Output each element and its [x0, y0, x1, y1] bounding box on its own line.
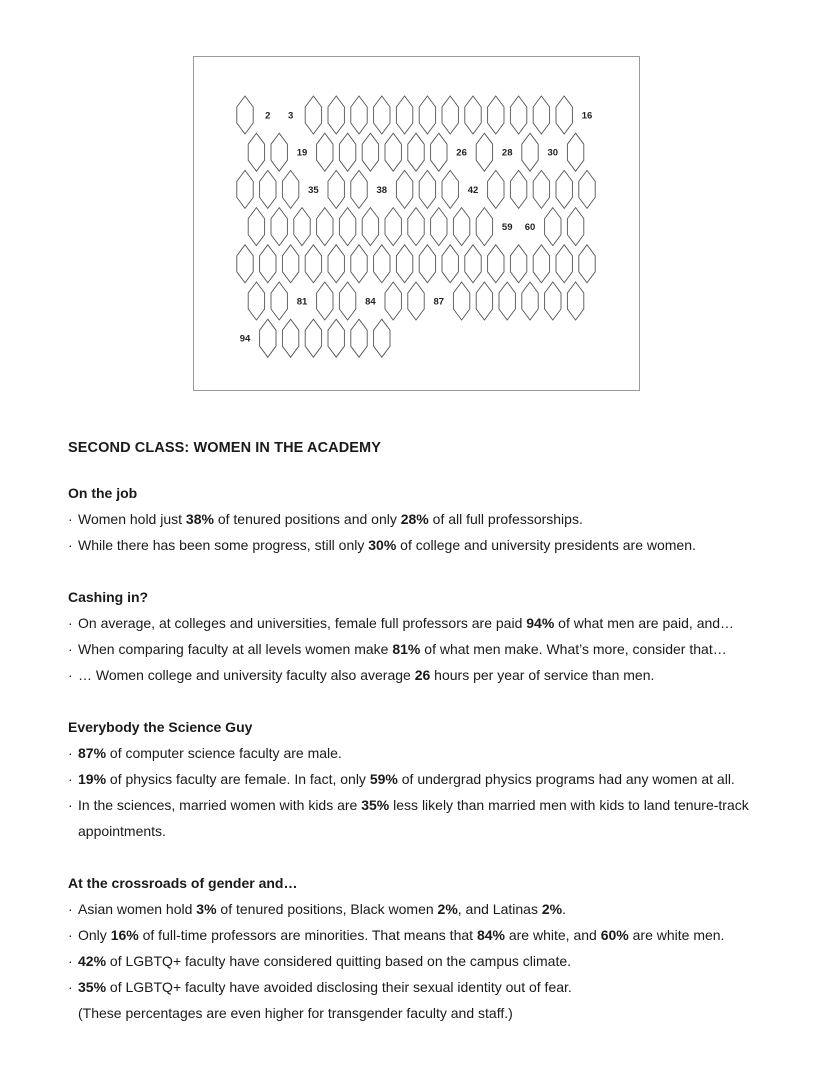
hexagon-cell — [476, 208, 492, 246]
hexagon-cell — [476, 282, 492, 320]
bullet-text — [78, 636, 778, 662]
hexagon-cell — [328, 245, 344, 283]
hexagon-figure — [193, 56, 640, 391]
bullet-item — [68, 610, 778, 636]
text-run: hours per year of service than men. — [430, 667, 655, 683]
text-run: of tenured positions and only — [213, 511, 401, 527]
hexagon-cell — [408, 133, 424, 171]
bullet-item — [68, 948, 778, 974]
hexagon-cell — [396, 245, 412, 283]
stat-value: 81% — [392, 641, 421, 657]
hexagon-cell — [317, 208, 333, 246]
hexagon-cell — [294, 208, 310, 246]
hexagon-cell — [271, 133, 287, 171]
sections-container — [68, 480, 778, 1026]
hexagon-cell — [510, 170, 526, 208]
hexagon-cell — [339, 208, 355, 246]
hexagon-cell — [556, 96, 572, 134]
hexagon-cell — [237, 170, 253, 208]
section-heading: On the job — [68, 485, 138, 501]
hexagon-cell — [579, 245, 595, 283]
bullet-text — [78, 922, 778, 948]
text-run: , and Latinas — [457, 901, 542, 917]
hexagon-cell — [317, 282, 333, 320]
bullet-dot: · — [68, 979, 73, 995]
section — [68, 714, 778, 844]
text-run: In the sciences, married women with kids are — [78, 797, 362, 813]
section-heading: At the crossroads of gender and… — [68, 875, 298, 891]
hexagon-cell — [556, 170, 572, 208]
bullet-dot: · — [68, 641, 73, 657]
hexagon-cell — [545, 208, 561, 246]
hexagon-cell — [374, 319, 390, 357]
text-run: of full-time professors are minorities. That means that — [138, 927, 477, 943]
stat-value: 38% — [185, 511, 214, 527]
bullet-text — [78, 610, 778, 636]
hexagon-cell — [282, 170, 298, 208]
hexagon-cell — [488, 96, 504, 134]
hexagon-cell — [328, 96, 344, 134]
hexagon-cell — [579, 170, 595, 208]
hexagon-cell — [260, 170, 276, 208]
hexagon-cell — [408, 208, 424, 246]
bullet-dot: · — [68, 927, 73, 943]
hexagon-cell — [533, 170, 549, 208]
stat-value: 2% — [437, 901, 458, 917]
hexagon-cell — [339, 282, 355, 320]
text-run: of computer science faculty are male. — [106, 745, 342, 761]
text-run: of tenured positions, Black women — [216, 901, 438, 917]
hexagon-cell — [385, 133, 401, 171]
hexagon-cell — [419, 245, 435, 283]
bullet-item — [68, 532, 778, 558]
hexagon-cell — [351, 170, 367, 208]
bullet-item — [68, 896, 778, 922]
highlighted-number: 19 — [296, 147, 308, 159]
bullet-item — [68, 662, 778, 688]
stat-value: 35% — [361, 797, 390, 813]
text-run: Women hold just — [78, 511, 186, 527]
hexagon-cell — [271, 282, 287, 320]
bullet-item — [68, 506, 778, 532]
hexagon-cell — [499, 282, 515, 320]
bullet-dot: · — [68, 537, 73, 553]
stat-value: 28% — [400, 511, 429, 527]
bullet-dot: · — [68, 797, 73, 813]
hexagon-cell — [305, 319, 321, 357]
bullet-item — [68, 766, 778, 792]
stat-value: 3% — [196, 901, 217, 917]
text-run: of what men are paid, and… — [554, 615, 735, 631]
hexagon-cell — [556, 245, 572, 283]
hexagon-cell — [476, 133, 492, 171]
bullet-text — [78, 792, 778, 844]
bullet-item — [68, 922, 778, 948]
hexagon-cell — [374, 245, 390, 283]
highlighted-number: 16 — [581, 110, 593, 122]
section — [68, 870, 778, 1026]
text-run: Asian women hold — [78, 901, 197, 917]
hexagon-cell — [533, 96, 549, 134]
text-run: of college and university presidents are women. — [396, 537, 696, 553]
stat-value: 2% — [541, 901, 563, 917]
text-run: When comparing faculty at all levels women make — [78, 641, 393, 657]
bullet-dot: · — [68, 901, 73, 917]
highlighted-number: 84 — [365, 296, 376, 308]
hexagon-cell — [339, 133, 355, 171]
text-run: On average, at colleges and universities, female full professors are paid — [78, 615, 527, 631]
hexagon-cell — [237, 96, 253, 134]
highlighted-number: 87 — [433, 296, 445, 308]
highlighted-number: 2 — [265, 110, 271, 122]
bullet-dot: · — [68, 511, 73, 527]
bullet-dot: · — [68, 745, 73, 761]
bullet-dot: · — [68, 615, 73, 631]
hexagon-cell — [567, 208, 583, 246]
hexagon-cell — [465, 96, 481, 134]
hexagon-cell — [317, 133, 333, 171]
text-run: of LGBTQ+ faculty have avoided disclosing their sexual identity out of fear. — [106, 979, 572, 995]
hexagon-cell — [385, 282, 401, 320]
hexagon-grid — [194, 57, 641, 392]
hexagon-cell — [533, 245, 549, 283]
highlighted-number: 35 — [308, 184, 319, 196]
text-run: . — [562, 901, 566, 917]
hexagon-cell — [396, 170, 412, 208]
hexagon-cell — [510, 96, 526, 134]
stat-value: 16% — [110, 927, 139, 943]
hexagon-cell — [362, 208, 378, 246]
bullet-text — [78, 506, 778, 532]
hexagon-cell — [419, 170, 435, 208]
text-run: are white men. — [628, 927, 725, 943]
hexagon-cell — [362, 133, 378, 171]
bullet-text — [78, 948, 778, 974]
stat-value: 94% — [526, 615, 555, 631]
hexagon-cell — [248, 208, 264, 246]
bullet-item — [68, 740, 778, 766]
hexagon-cell — [396, 96, 412, 134]
bullet-dot: · — [68, 667, 73, 683]
highlighted-number: 94 — [239, 333, 251, 345]
hexagon-cell — [453, 208, 469, 246]
hexagon-cell — [248, 133, 264, 171]
stat-value: 19% — [78, 771, 107, 787]
bullet-item — [68, 636, 778, 662]
highlighted-number: 81 — [296, 296, 308, 308]
bullet-text — [78, 896, 778, 922]
text-run: of undergrad physics programs had any women at all. — [397, 771, 735, 787]
hexagon-cell — [385, 208, 401, 246]
hexagon-cell — [328, 170, 344, 208]
hexagon-cell — [442, 96, 458, 134]
section-heading: Everybody the Science Guy — [68, 719, 253, 735]
hexagon-cell — [408, 282, 424, 320]
hexagon-cell — [488, 170, 504, 208]
bullet-item — [68, 974, 778, 1000]
stat-value: 35% — [78, 979, 107, 995]
page-title: SECOND CLASS: WOMEN IN THE ACADEMY — [68, 440, 382, 456]
article-body — [68, 440, 778, 1052]
hexagon-cell — [282, 319, 298, 357]
hexagon-cell — [442, 170, 458, 208]
hexagon-cell — [351, 245, 367, 283]
text-run: Only — [78, 927, 111, 943]
hexagon-cell — [522, 133, 538, 171]
hexagon-cell — [442, 245, 458, 283]
hexagon-cell — [305, 245, 321, 283]
highlighted-number: 59 — [501, 222, 513, 234]
text-run: of all full professorships. — [428, 511, 583, 527]
hexagon-cell — [567, 282, 583, 320]
text-run: of LGBTQ+ faculty have considered quitting based on the campus climate. — [106, 953, 572, 969]
highlighted-number: 30 — [547, 147, 559, 159]
highlighted-number: 3 — [287, 110, 294, 122]
stat-value: 59% — [369, 771, 398, 787]
hexagon-cell — [567, 133, 583, 171]
hexagon-cell — [328, 319, 344, 357]
text-run: … Women college and university faculty also average — [78, 667, 415, 683]
hexagon-cell — [419, 96, 435, 134]
hexagon-cell — [488, 245, 504, 283]
bullet-text — [78, 974, 778, 1000]
hexagon-cell — [260, 319, 276, 357]
bullet-text — [78, 532, 778, 558]
bullet-dot: · — [68, 953, 73, 969]
hexagon-cell — [431, 208, 447, 246]
section-heading: Cashing in? — [68, 589, 149, 605]
text-run: are white, and — [504, 927, 601, 943]
hexagon-cell — [465, 245, 481, 283]
hexagon-cell — [431, 133, 447, 171]
text-run: of what men make. What’s more, consider that… — [420, 641, 727, 657]
section — [68, 584, 778, 688]
stat-value: 42% — [78, 953, 107, 969]
highlighted-number: 60 — [524, 222, 536, 234]
bullet-text — [78, 662, 778, 688]
stat-value: 84% — [476, 927, 505, 943]
hexagon-cell — [453, 282, 469, 320]
highlighted-number: 28 — [501, 147, 513, 159]
stat-value: 60% — [600, 927, 629, 943]
hexagon-cell — [237, 245, 253, 283]
hexagon-cell — [282, 245, 298, 283]
bullet-dot: · — [68, 771, 73, 787]
hexagon-cell — [305, 96, 321, 134]
stat-value: 87% — [78, 745, 107, 761]
hexagon-cell — [351, 319, 367, 357]
highlighted-number: 42 — [467, 184, 479, 196]
stat-value: 26 — [414, 667, 431, 683]
bullet-item — [68, 792, 778, 844]
text-run: While there has been some progress, still only — [78, 537, 369, 553]
bullet-text — [78, 766, 778, 792]
highlighted-number: 38 — [376, 184, 388, 196]
hexagon-cell — [545, 282, 561, 320]
highlighted-number: 26 — [456, 147, 467, 159]
hexagon-cell — [271, 208, 287, 246]
stat-value: 30% — [368, 537, 397, 553]
text-run: less likely than married men with kids to land tenure-track appointments. — [78, 797, 749, 839]
hexagon-cell — [248, 282, 264, 320]
footnote: (These percentages are even higher for transgender faculty and staff.) — [78, 1005, 513, 1021]
hexagon-cell — [260, 245, 276, 283]
section — [68, 480, 778, 558]
hexagon-cell — [351, 96, 367, 134]
hexagon-cell — [510, 245, 526, 283]
bullet-text — [78, 740, 778, 766]
hexagon-cell — [522, 282, 538, 320]
hexagon-cell — [374, 96, 390, 134]
text-run: of physics faculty are female. In fact, only — [106, 771, 370, 787]
